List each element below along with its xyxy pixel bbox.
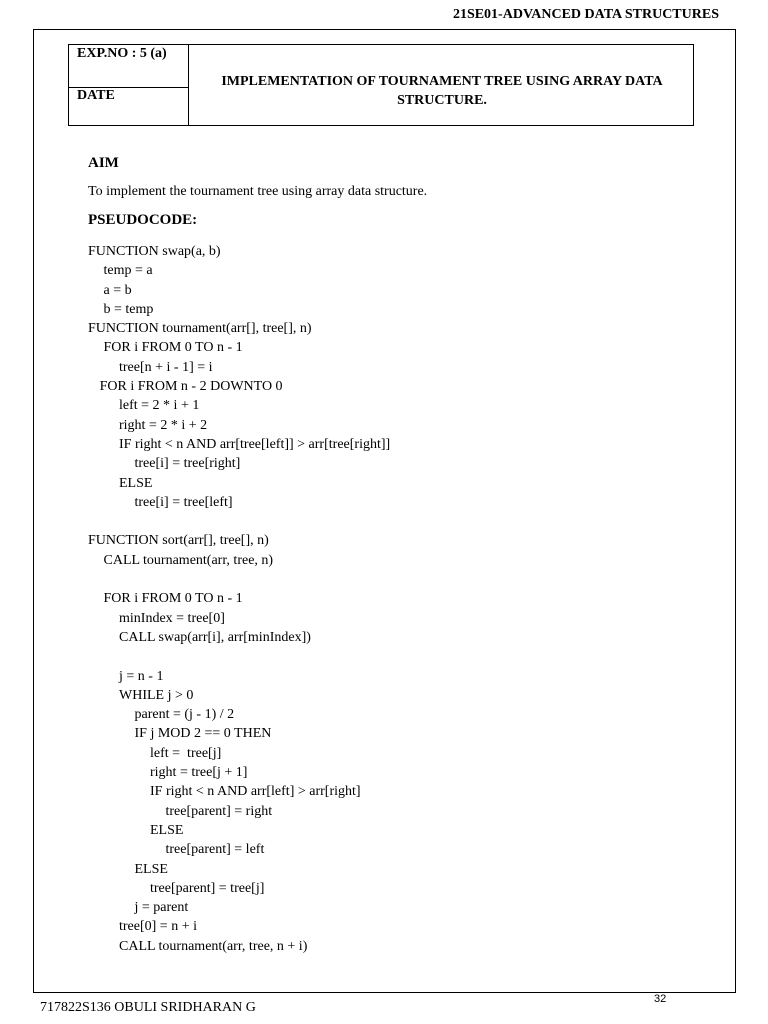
pseudocode-line: left = 2 * i + 1 — [119, 398, 200, 414]
pseudocode-heading: PSEUDOCODE: — [88, 212, 198, 228]
pseudocode-line: FOR i FROM 0 TO n - 1 — [103, 591, 243, 607]
pseudocode-line: tree[0] = n + i — [119, 919, 197, 935]
pseudocode-line: FUNCTION tournament(arr[], tree[], n) — [88, 321, 312, 337]
pseudocode-line: j = n - 1 — [119, 668, 164, 684]
pseudocode-line — [88, 647, 390, 666]
pseudocode-line: FUNCTION swap(a, b) — [88, 244, 221, 259]
pseudocode-line: IF right < n AND arr[tree[left]] > arr[tree[right]] — [119, 436, 391, 452]
pseudocode-line: WHILE j > 0 — [119, 687, 194, 703]
pseudocode-line: ELSE — [119, 475, 153, 491]
pseudocode-line: temp = a — [103, 263, 153, 279]
pseudocode-line: tree[i] = tree[left] — [134, 494, 233, 510]
pseudocode-line: parent = (j - 1) / 2 — [134, 707, 235, 723]
pseudocode-line: left = tree[j] — [150, 745, 222, 761]
pseudocode-line: a = b — [103, 282, 132, 298]
pseudocode-line: b = temp — [103, 301, 154, 317]
student-footer: 717822S136 OBULI SRIDHARAN G — [40, 1000, 256, 1015]
pseudocode-line: tree[parent] = right — [165, 803, 273, 819]
pseudocode-line — [88, 570, 390, 589]
experiment-table — [68, 44, 694, 126]
pseudocode-line: minIndex = tree[0] — [119, 610, 225, 626]
pseudocode-line: FOR i FROM n - 2 DOWNTO 0 — [99, 379, 283, 395]
pseudocode-line: IF j MOD 2 == 0 THEN — [134, 726, 272, 742]
pseudocode-line: FOR i FROM 0 TO n - 1 — [103, 340, 243, 356]
pseudocode-line: ELSE — [150, 822, 184, 838]
exp-no-label: EXP.NO : 5 (a) — [69, 45, 188, 88]
experiment-left-column — [69, 45, 189, 125]
pseudocode-line: right = 2 * i + 2 — [119, 417, 208, 433]
pseudocode-line: tree[parent] = left — [165, 842, 265, 858]
pseudocode-line: CALL tournament(arr, tree, n + i) — [119, 938, 308, 954]
pseudocode-line: right = tree[j + 1] — [150, 765, 248, 781]
pseudocode-line: CALL swap(arr[i], arr[minIndex]) — [119, 629, 311, 645]
date-label: DATE — [77, 88, 115, 103]
pseudocode-line: tree[n + i - 1] = i — [119, 359, 213, 375]
pseudocode-block — [88, 242, 390, 956]
pseudocode-line: CALL tournament(arr, tree, n) — [103, 552, 274, 568]
pseudocode-line: j = parent — [134, 900, 189, 916]
pseudocode-line: FUNCTION sort(arr[], tree[], n) — [88, 533, 269, 549]
pseudocode-line: tree[i] = tree[right] — [134, 456, 241, 472]
aim-text: To implement the tournament tree using array data structure. — [88, 184, 428, 199]
page-number: 32 — [654, 993, 667, 1005]
pseudocode-line — [88, 512, 390, 531]
course-header: 21SE01-ADVANCED DATA STRUCTURES — [452, 7, 719, 22]
pseudocode-line: tree[parent] = tree[j] — [150, 880, 265, 896]
pseudocode-line: ELSE — [134, 861, 168, 877]
pseudocode-line: IF right < n AND arr[left] > arr[right] — [150, 784, 361, 800]
aim-heading: AIM — [88, 155, 119, 171]
experiment-title: IMPLEMENTATION OF TOURNAMENT TREE USING ARRAY DATA STRUCTURE. — [221, 74, 663, 108]
